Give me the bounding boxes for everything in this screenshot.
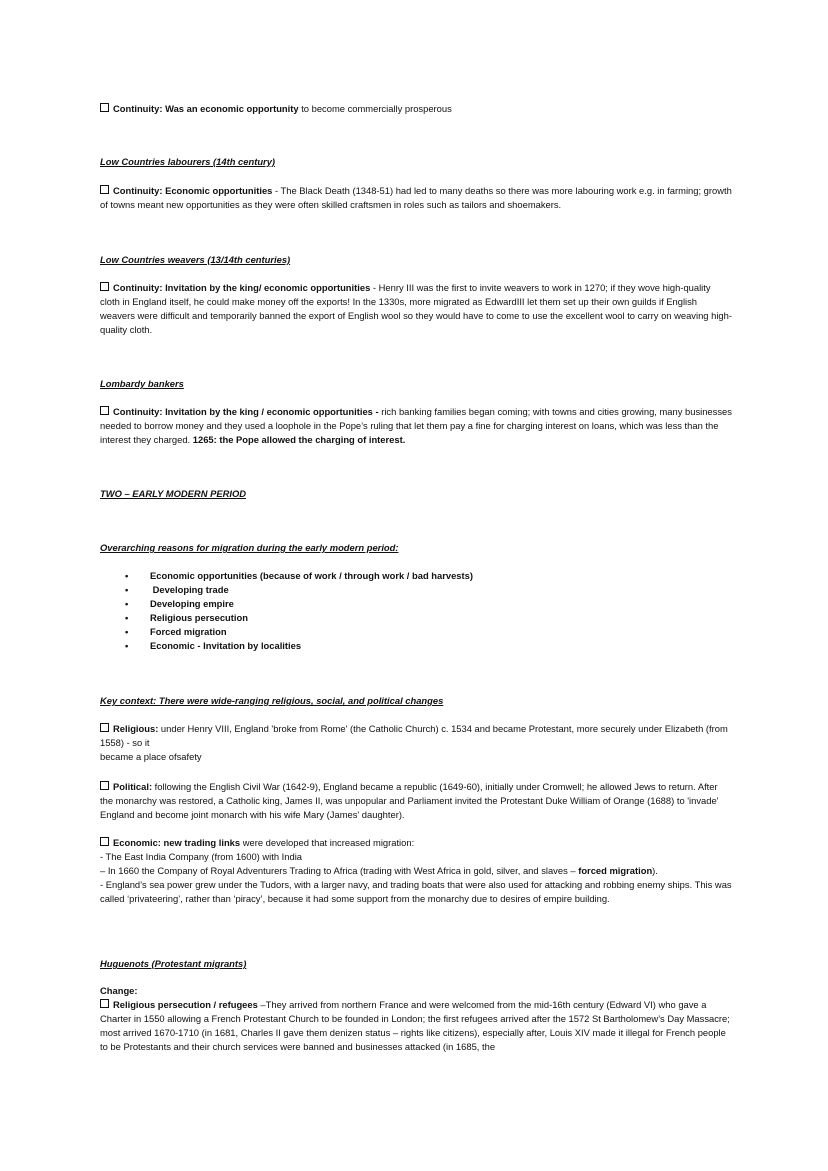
paragraph-text: were developed that increased migration: [240,837,415,848]
section-heading-low-countries-weavers: Low Countries weavers (13/14th centuries) [100,254,291,265]
paragraph-text: following the English Civil War (1642-9), England became a republic (1649-60), initially under Cromwell; he allowed Jews to return. After the monarchy was restored, a Catholic king, James II, was unpopular and Parliament invited the Protestant Duke William of Orange (1688) to 'invade' England and become joint monarch with his wife Mary (James' daughter). [100,781,719,820]
section-heading-huguenots: Huguenots (Protestant migrants) [100,958,247,969]
labourers-paragraph [100,184,732,212]
economic-line-2-bold: forced migration [578,865,653,876]
paragraph-label: Religious: [113,723,159,734]
list-item: • Economic opportunities (because of work / through work / bad harvests) [125,570,473,581]
paragraph-label: Religious persecution / refugees [113,999,258,1010]
paragraph-label: Political: [113,781,153,792]
section-heading-key-context: Key context: There were wide-ranging religious, social, and political changes [100,695,444,706]
list-item: • Developing trade [125,584,229,595]
economic-line-2: – In 1660 the Company of Royal Adventurers Trading to Africa (trading with West Africa in gold, silver, and slaves – [100,865,579,876]
bankers-paragraph [100,405,732,447]
bullet-icon: • [125,570,129,581]
religious-paragraph [100,722,732,764]
section-heading-lombardy-bankers: Lombardy bankers [100,378,184,389]
paragraph-label: Continuity: Invitation by the king/ economic opportunities [113,282,371,293]
checkbox-icon [100,723,109,732]
paragraph-text: under Henry VIII, England 'broke from Rome' (the Catholic Church) c. 1534 and became Protestant, more securely under Elizabeth (from 1558) - so it [100,723,728,748]
paragraph-label: Continuity: Was an economic opportunity [113,103,299,114]
section-heading-low-countries-labourers: Low Countries labourers (14th century) [100,156,276,167]
economic-paragraph: Economic: new trading links were developed that increased migration: - The East India Company (from 1600) with India – In 1660 the Company of Royal Adventurers Trading to Africa (trading with West Africa in gold, silver, and slaves – forced migration). - England’s sea power grew under the Tudors, with a larger navy, and trading boats that were also used for attacking and robbing enemy ships. This was called ‘privateering’, rather than ‘piracy’, because it had some support from the monarchy due to desires of empire building. [100,837,732,904]
bullet-icon: • [125,612,129,623]
political-paragraph [100,780,732,822]
checkbox-icon [100,185,109,194]
paragraph-text: rich banking families began coming; with towns and cities growing, many businesses needed to borrow money and they used a loophole in the Pope’s ruling that let them pay a fine for charging interest on loans, which was less than the interest they charged. [100,406,732,445]
paragraph-text: - The Black Death (1348-51) had led to many deaths so there was more labouring work e.g. in farming; growth of towns meant new opportunities as they were often skilled craftsmen in roles such as tailors and shoemakers. [100,185,732,210]
huguenots-paragraph [100,998,732,1054]
checkbox-icon [100,282,109,291]
paragraph-label: Economic: new trading links [113,837,241,848]
section-heading-early-modern: TWO – EARLY MODERN PERIOD [100,488,247,499]
paragraph-label: Continuity: Economic opportunities [113,185,273,196]
list-item: • Religious persecution [125,612,248,623]
bullet-icon: • [125,584,129,595]
paragraph-label: Continuity: Invitation by the king / economic opportunities - [113,406,379,417]
weavers-paragraph [100,281,732,337]
list-item: • Economic - Invitation by localities [125,640,302,651]
paragraph-continuation: became a place ofsafety [100,751,202,762]
paragraph-text: - Henry III was the first to invite weavers to work in 1270; if they wove high-quality cloth in England itself, he could make money off the exports! In the 1330s, more migrated as EdwardIII let them set up their own guilds if English weavers were difficult and temporarily banned the export of English wool so they would have to come to use the excellent wool to carry on weaving high-quality cloth. [100,282,732,335]
bullet-icon: • [125,598,129,609]
bullet-icon: • [125,640,129,651]
economic-line-1: - The East India Company (from 1600) with India [100,851,303,862]
bullet-icon: • [125,626,129,637]
change-subheading: Change: [100,985,138,996]
checkbox-icon [100,781,109,790]
section-heading-overarching-reasons: Overarching reasons for migration during the early modern period: [100,542,399,553]
paragraph-text: to become commercially prosperous [298,103,452,114]
paragraph-text: –They arrived from northern France and were welcomed from the mid-16th century (Edward VI) who gave a Charter in 1550 allowing a French Protestant Church to be founded in London; the first refugees arrived after the 1572 St Bartholomew’s Day Massacre; most arrived 1670-1710 (in 1681, Charles II gave them denizen status – rights like citizens), especially after, Louis XIV made it illegal for French people to be Protestants and their church services were banned and businesses attacked (in 1685, the [100,999,730,1052]
list-item: • Forced migration [125,626,227,637]
reasons-list [100,569,732,653]
checkbox-icon [100,406,109,415]
continuity-paragraph [100,102,732,116]
economic-line-3: - England’s sea power grew under the Tudors, with a larger navy, and trading boats that were also used for attacking and robbing enemy ships. This was called ‘privateering’, rather than ‘piracy’, because it had some support from the monarchy due to desires of empire building. [100,879,732,904]
paragraph-bold-end: 1265: the Pope allowed the charging of interest. [192,434,406,445]
checkbox-icon [100,103,109,112]
checkbox-icon [100,999,109,1008]
list-item: • Developing empire [125,598,234,609]
checkbox-icon [100,837,109,846]
